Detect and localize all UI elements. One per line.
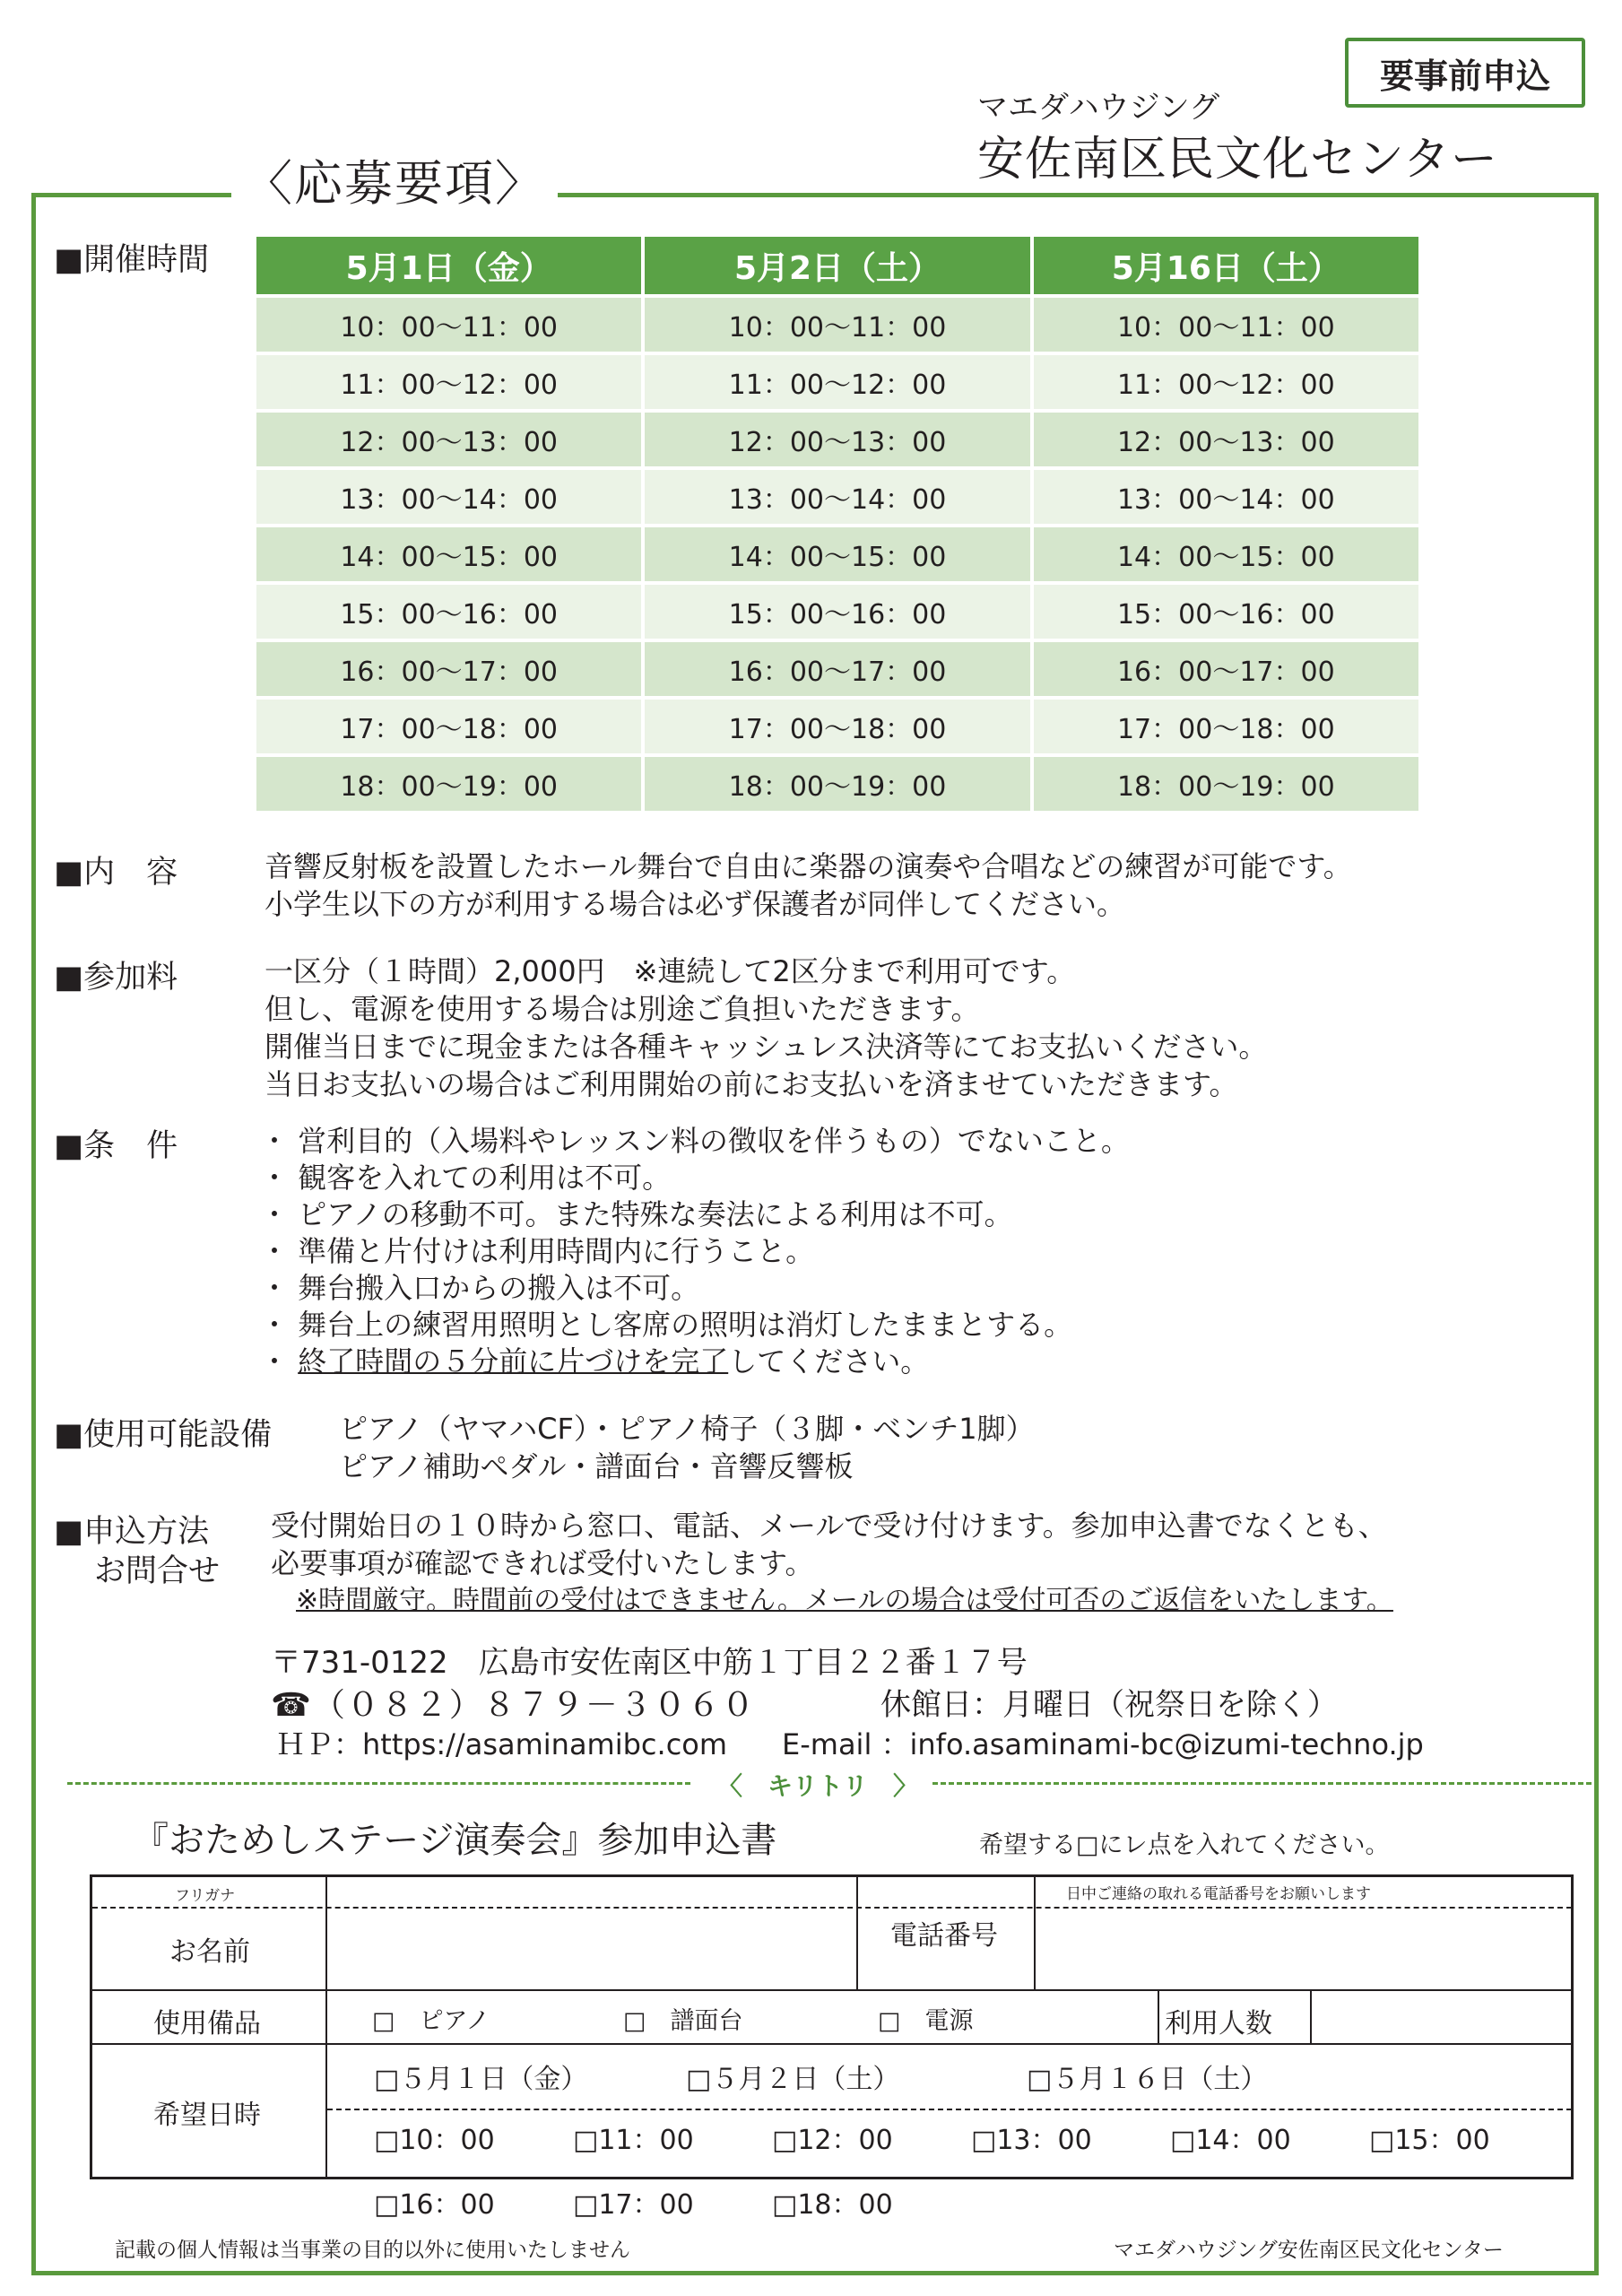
footer-organization: マエダハウジング安佐南区民文化センター (1114, 2239, 1504, 2262)
inquiry-label: お問合せ (94, 1553, 221, 1589)
pre-registration-badge: 要事前申込 (1345, 38, 1585, 108)
cut-line-right (932, 1782, 1592, 1785)
schedule-slot: 12：00～13：00 (256, 413, 641, 466)
schedule-row (256, 470, 1418, 524)
condition-item: ・ 観客を入れての利用は不可。 (260, 1161, 672, 1195)
time-option[interactable]: □18：00 (772, 2189, 893, 2221)
privacy-note: 記載の個人情報は当事業の目的以外に使用いたしません (115, 2239, 630, 2262)
schedule-slot: 17：00～18：00 (256, 700, 641, 753)
equipment-text (339, 1410, 1035, 1485)
schedule-slot: 10：00～11：00 (645, 298, 1029, 352)
schedule-day-header: 5月16日（土） (1034, 237, 1418, 294)
organization-name: 安佐南区民文化センター (977, 133, 1498, 187)
closed-days: 休館日：月曜日（祝祭日を除く） (880, 1687, 1338, 1723)
equipment-option-music-stand[interactable]: □ 譜面台 (623, 2007, 743, 2035)
fee-line: 一区分（１時間）2,000円 ※連続して2区分まで利用可です。 (265, 954, 1076, 988)
organization-sponsor: マエダハウジング (977, 90, 1220, 126)
schedule-slot: 15：00～16：00 (645, 585, 1029, 639)
content-label: ■内 容 (54, 855, 178, 891)
row-divider (92, 2043, 1572, 2045)
schedule-slot: 18：00～19：00 (1034, 757, 1418, 811)
condition-underlined-text: 終了時間の５分前に片づけを完了 (298, 1344, 729, 1378)
schedule-slot: 16：00～17：00 (1034, 642, 1418, 696)
schedule-day-header: 5月2日（土） (645, 237, 1029, 294)
schedule-label: ■開催時間 (54, 242, 210, 278)
conditions-list (260, 1123, 1130, 1380)
equipment-option-power[interactable]: □ 電源 (878, 2007, 974, 2035)
schedule-row (256, 298, 1418, 352)
equipment-label: ■使用可能設備 (54, 1417, 273, 1453)
schedule-slot: 17：00～18：00 (1034, 700, 1418, 753)
condition-item: ・ 準備と片付けは利用時間内に行うこと。 (260, 1234, 815, 1268)
schedule-row (256, 413, 1418, 466)
email-link[interactable]: E-mail ：info.asaminami-bc@izumi-techno.jp (782, 1727, 1424, 1761)
condition-item: ・ ピアノの移動不可。また特殊な奏法による利用は不可。 (260, 1197, 1013, 1231)
phone-input[interactable] (1036, 1909, 1572, 1987)
schedule-slot: 11：00～12：00 (645, 355, 1029, 409)
schedule-slot: 14：00～15：00 (1034, 527, 1418, 581)
condition-item: ・ 営利目的（入場料やレッスン料の徴収を伴うもの）でないこと。 (260, 1124, 1130, 1158)
content-text (265, 848, 1352, 923)
cut-label: 〈 キリトリ 〉 (717, 1771, 919, 1801)
apply-note-text: ※時間厳守。時間前の受付はできません。メールの場合は受付可否のご返信をいたします。 (296, 1585, 1393, 1616)
form-title: 『おためしステージ演奏会』参加申込書 (133, 1820, 777, 1861)
time-option[interactable]: □16：00 (374, 2189, 495, 2221)
schedule-row (256, 355, 1418, 409)
schedule-slot: 14：00～15：00 (256, 527, 641, 581)
schedule-slot: 15：00～16：00 (1034, 585, 1418, 639)
date-option[interactable]: □５月１日（金） (374, 2064, 588, 2095)
schedule-slot: 18：00～19：00 (256, 757, 641, 811)
content-line: 小学生以下の方が利用する場合は必ず保護者が同伴してください。 (265, 887, 1126, 921)
apply-line: 必要事項が確認できれば受付いたします。 (271, 1546, 814, 1580)
section-title: 〈応募要項〉 (231, 145, 558, 214)
schedule-row (256, 642, 1418, 696)
phone-label: 電話番号 (890, 1920, 998, 1952)
schedule-slot: 17：00～18：00 (645, 700, 1029, 753)
schedule-slot: 16：00～17：00 (645, 642, 1029, 696)
schedule-slot: 13：00～14：00 (1034, 470, 1418, 524)
schedule-slot: 10：00～11：00 (256, 298, 641, 352)
condition-item: ・ 舞台上の練習用照明とし客席の照明は消灯したままとする。 (260, 1308, 1073, 1342)
schedule-slot: 11：00～12：00 (256, 355, 641, 409)
schedule-slot: 14：00～15：00 (645, 527, 1029, 581)
people-count-input[interactable] (1312, 1991, 1572, 2041)
phone-note: 日中ご連絡の取れる電話番号をお願いします (1066, 1885, 1371, 1903)
equipment-line: ピアノ（ヤマハCF）・ピアノ椅子（３脚・ベンチ1脚） (339, 1412, 1035, 1446)
schedule-header-row (256, 237, 1418, 294)
schedule-slot: 13：00～14：00 (645, 470, 1029, 524)
fee-text (265, 952, 1267, 1103)
fee-line: 開催当日までに現金または各種キャッシュレス決済等にてお支払いください。 (265, 1030, 1268, 1064)
fee-label: ■参加料 (54, 960, 178, 996)
apply-note (296, 1582, 1393, 1620)
conditions-label: ■条 件 (54, 1128, 178, 1164)
time-option[interactable]: □17：00 (573, 2189, 694, 2221)
schedule-table (256, 237, 1418, 811)
condition-item-last (260, 1344, 1130, 1380)
date-option[interactable]: □５月１６日（土） (1027, 2064, 1268, 2095)
homepage-link[interactable]: ＨＰ：https://asaminamibc.com (276, 1727, 728, 1761)
time-option[interactable]: □13：00 (971, 2125, 1092, 2156)
equipment-field-label: 使用備品 (153, 2008, 261, 2039)
schedule-row (256, 527, 1418, 581)
schedule-slot: 11：00～12：00 (1034, 355, 1418, 409)
apply-text (271, 1507, 1387, 1582)
people-count-label: 利用人数 (1165, 2008, 1272, 2039)
fee-line: 但し、電源を使用する場合は別途ご負担いただきます。 (265, 992, 980, 1026)
furigana-input[interactable] (327, 1877, 854, 1906)
apply-line: 受付開始日の１０時から窓口、電話、メールで受け付けます。参加申込書でなくとも、 (271, 1509, 1387, 1543)
name-label: お名前 (169, 1936, 250, 1968)
schedule-slot: 10：00～11：00 (1034, 298, 1418, 352)
equipment-line: ピアノ補助ペダル・譜面台・音響反響板 (339, 1449, 854, 1483)
form-hint: 希望する□にレ点を入れてください。 (979, 1831, 1390, 1859)
condition-bullet: ・ (260, 1344, 299, 1378)
time-option[interactable]: □15：00 (1369, 2125, 1490, 2156)
date-time-divider (327, 2109, 1572, 2110)
application-form (90, 1874, 1574, 2221)
content-line: 音響反射板を設置したホール舞台で自由に楽器の演奏や合唱などの練習が可能です。 (265, 849, 1352, 883)
apply-label: ■申込方法 (54, 1514, 210, 1550)
schedule-slot: 13：00～14：00 (256, 470, 641, 524)
time-option[interactable]: □10：00 (374, 2125, 495, 2156)
cut-line-left (67, 1782, 690, 1785)
condition-item: ・ 舞台搬入口からの搬入は不可。 (260, 1271, 700, 1305)
schedule-slot: 18：00～19：00 (645, 757, 1029, 811)
schedule-slot: 12：00～13：00 (1034, 413, 1418, 466)
name-input[interactable] (327, 1909, 854, 1987)
phone-number: ☎（０８２）８７９－３０６０ (271, 1687, 756, 1724)
time-option[interactable]: □11：00 (573, 2125, 694, 2156)
fee-line: 当日お支払いの場合はご利用開始の前にお支払いを済ませていただきます。 (265, 1067, 1238, 1101)
schedule-day-header: 5月1日（金） (256, 237, 641, 294)
equipment-option-piano[interactable]: □ ピアノ (372, 2007, 490, 2035)
time-option[interactable]: □12：00 (772, 2125, 893, 2156)
condition-suffix: してください。 (728, 1344, 930, 1378)
time-option[interactable]: □14：00 (1170, 2125, 1291, 2156)
schedule-slot: 15：00～16：00 (256, 585, 641, 639)
schedule-slot: 16：00～17：00 (256, 642, 641, 696)
schedule-row (256, 585, 1418, 639)
name-phone-divider (856, 1877, 858, 1989)
furigana-label: フリガナ (175, 1887, 236, 1905)
equipment-people-divider (1158, 1989, 1159, 2043)
date-option[interactable]: □５月２日（土） (686, 2064, 900, 2095)
date-time-label: 希望日時 (153, 2100, 261, 2131)
schedule-row (256, 757, 1418, 811)
schedule-slot: 12：00～13：00 (645, 413, 1029, 466)
schedule-row (256, 700, 1418, 753)
postal-address: 〒731-0122 広島市安佐南区中筋１丁目２２番１７号 (271, 1645, 1028, 1681)
